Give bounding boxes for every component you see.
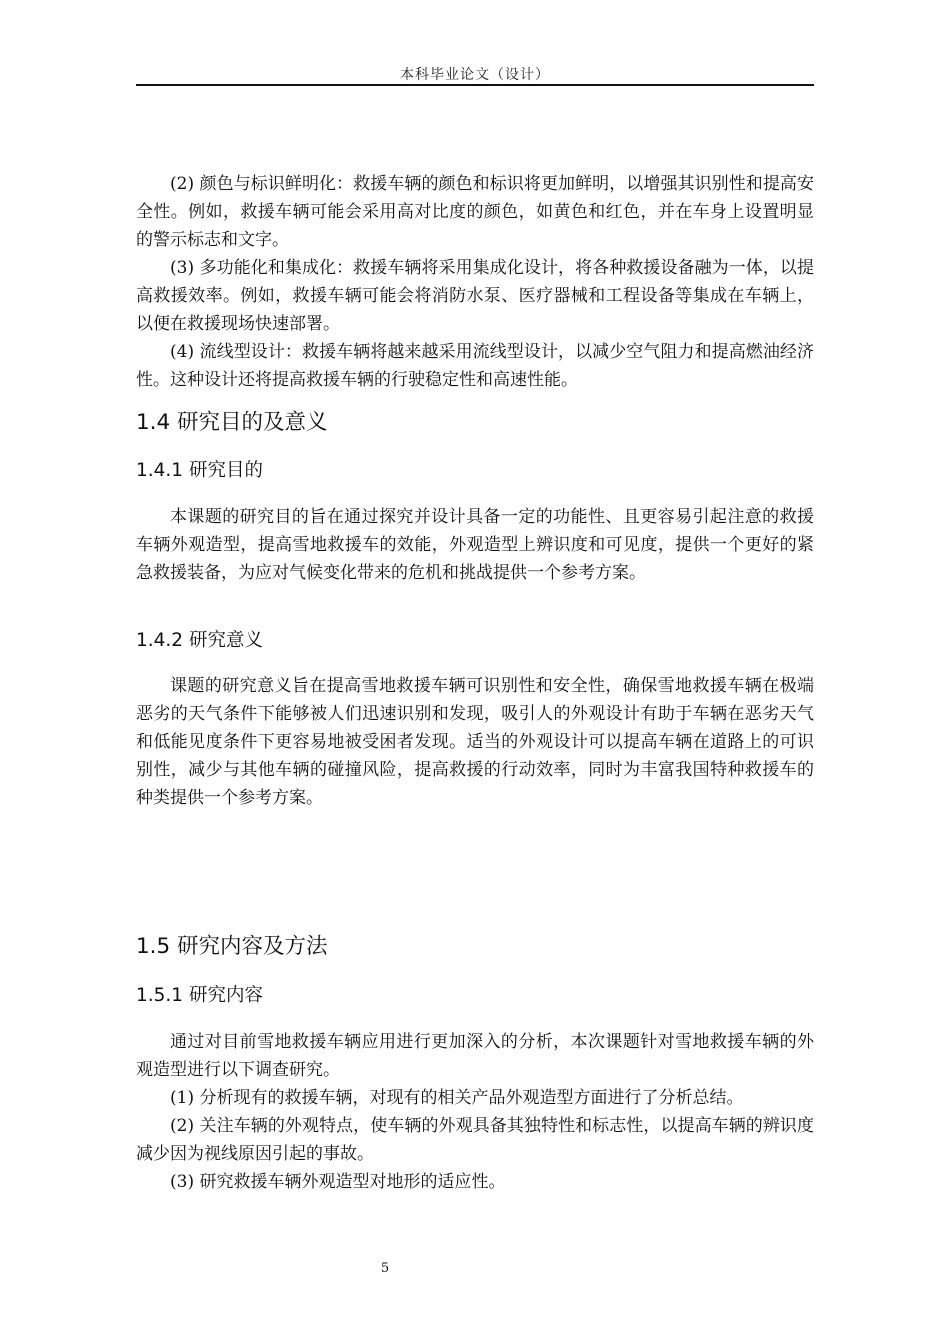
list-item-2: (2) 关注车辆的外观特点，使车辆的外观具备其独特性和标志性，以提高车辆的辨识度减少因为视线原因引起的事故。	[136, 1116, 814, 1164]
subsection-1-5-1-body	[136, 1028, 814, 1196]
subsection-1-4-1-body	[136, 503, 814, 587]
subsection-heading-1-4-2: 1.4.2 研究意义	[136, 630, 263, 651]
paragraph-research-purpose: 本课题的研究目的旨在通过探究并设计具备一定的功能性、且更容易引起注意的救援车辆外观造型，提高雪地救援车的效能，外观造型上辨识度和可见度，提供一个更好的紧急救援装备，为应对气候变化带来的危机和挑战提供一个参考方案。	[136, 507, 814, 583]
running-header: 本科毕业论文（设计）	[400, 67, 550, 83]
paragraph-content-intro: 通过对目前雪地救援车辆应用进行更加深入的分析，本次课题针对雪地救援车辆的外观造型进行以下调查研究。	[136, 1032, 814, 1080]
paragraph-streamline: (4) 流线型设计：救援车辆将越来越采用流线型设计，以减少空气阻力和提高燃油经济性。这种设计还将提高救援车辆的行驶稳定性和高速性能。	[136, 342, 814, 390]
paragraph-multifunction: (3) 多功能化和集成化：救援车辆将采用集成化设计，将各种救援设备融为一体，以提高救援效率。例如，救援车辆可能会将消防水泵、医疗器械和工程设备等集成在车辆上，以便在救援现场快速部署。	[136, 258, 814, 334]
section-1-3-continuation	[136, 170, 814, 394]
subsection-1-4-2-body	[136, 672, 814, 812]
list-item-3: (3) 研究救援车辆外观造型对地形的适应性。	[170, 1172, 506, 1192]
header-rule	[136, 84, 814, 86]
paragraph-color-marking: (2) 颜色与标识鲜明化：救援车辆的颜色和标识将更加鲜明，以增强其识别性和提高安全性。例如，救援车辆可能会采用高对比度的颜色，如黄色和红色，并在车身上设置明显的警示标志和文字。	[136, 174, 814, 250]
subsection-heading-1-5-1: 1.5.1 研究内容	[136, 985, 263, 1006]
subsection-heading-1-4-1: 1.4.1 研究目的	[136, 460, 263, 481]
list-item-1: (1) 分析现有的救援车辆，对现有的相关产品外观造型方面进行了分析总结。	[170, 1088, 744, 1108]
page-number: 5	[380, 1261, 390, 1276]
section-heading-1-5: 1.5 研究内容及方法	[136, 934, 328, 959]
section-heading-1-4: 1.4 研究目的及意义	[136, 410, 328, 435]
paragraph-research-significance: 课题的研究意义旨在提高雪地救援车辆可识别性和安全性，确保雪地救援车辆在极端恶劣的天气条件下能够被人们迅速识别和发现，吸引人的外观设计有助于车辆在恶劣天气和低能见度条件下更容易地被受困者发现。适当的外观设计可以提高车辆在道路上的可识别性，减少与其他车辆的碰撞风险，提高救援的行动效率，同时为丰富我国特种救援车的种类提供一个参考方案。	[136, 676, 814, 808]
